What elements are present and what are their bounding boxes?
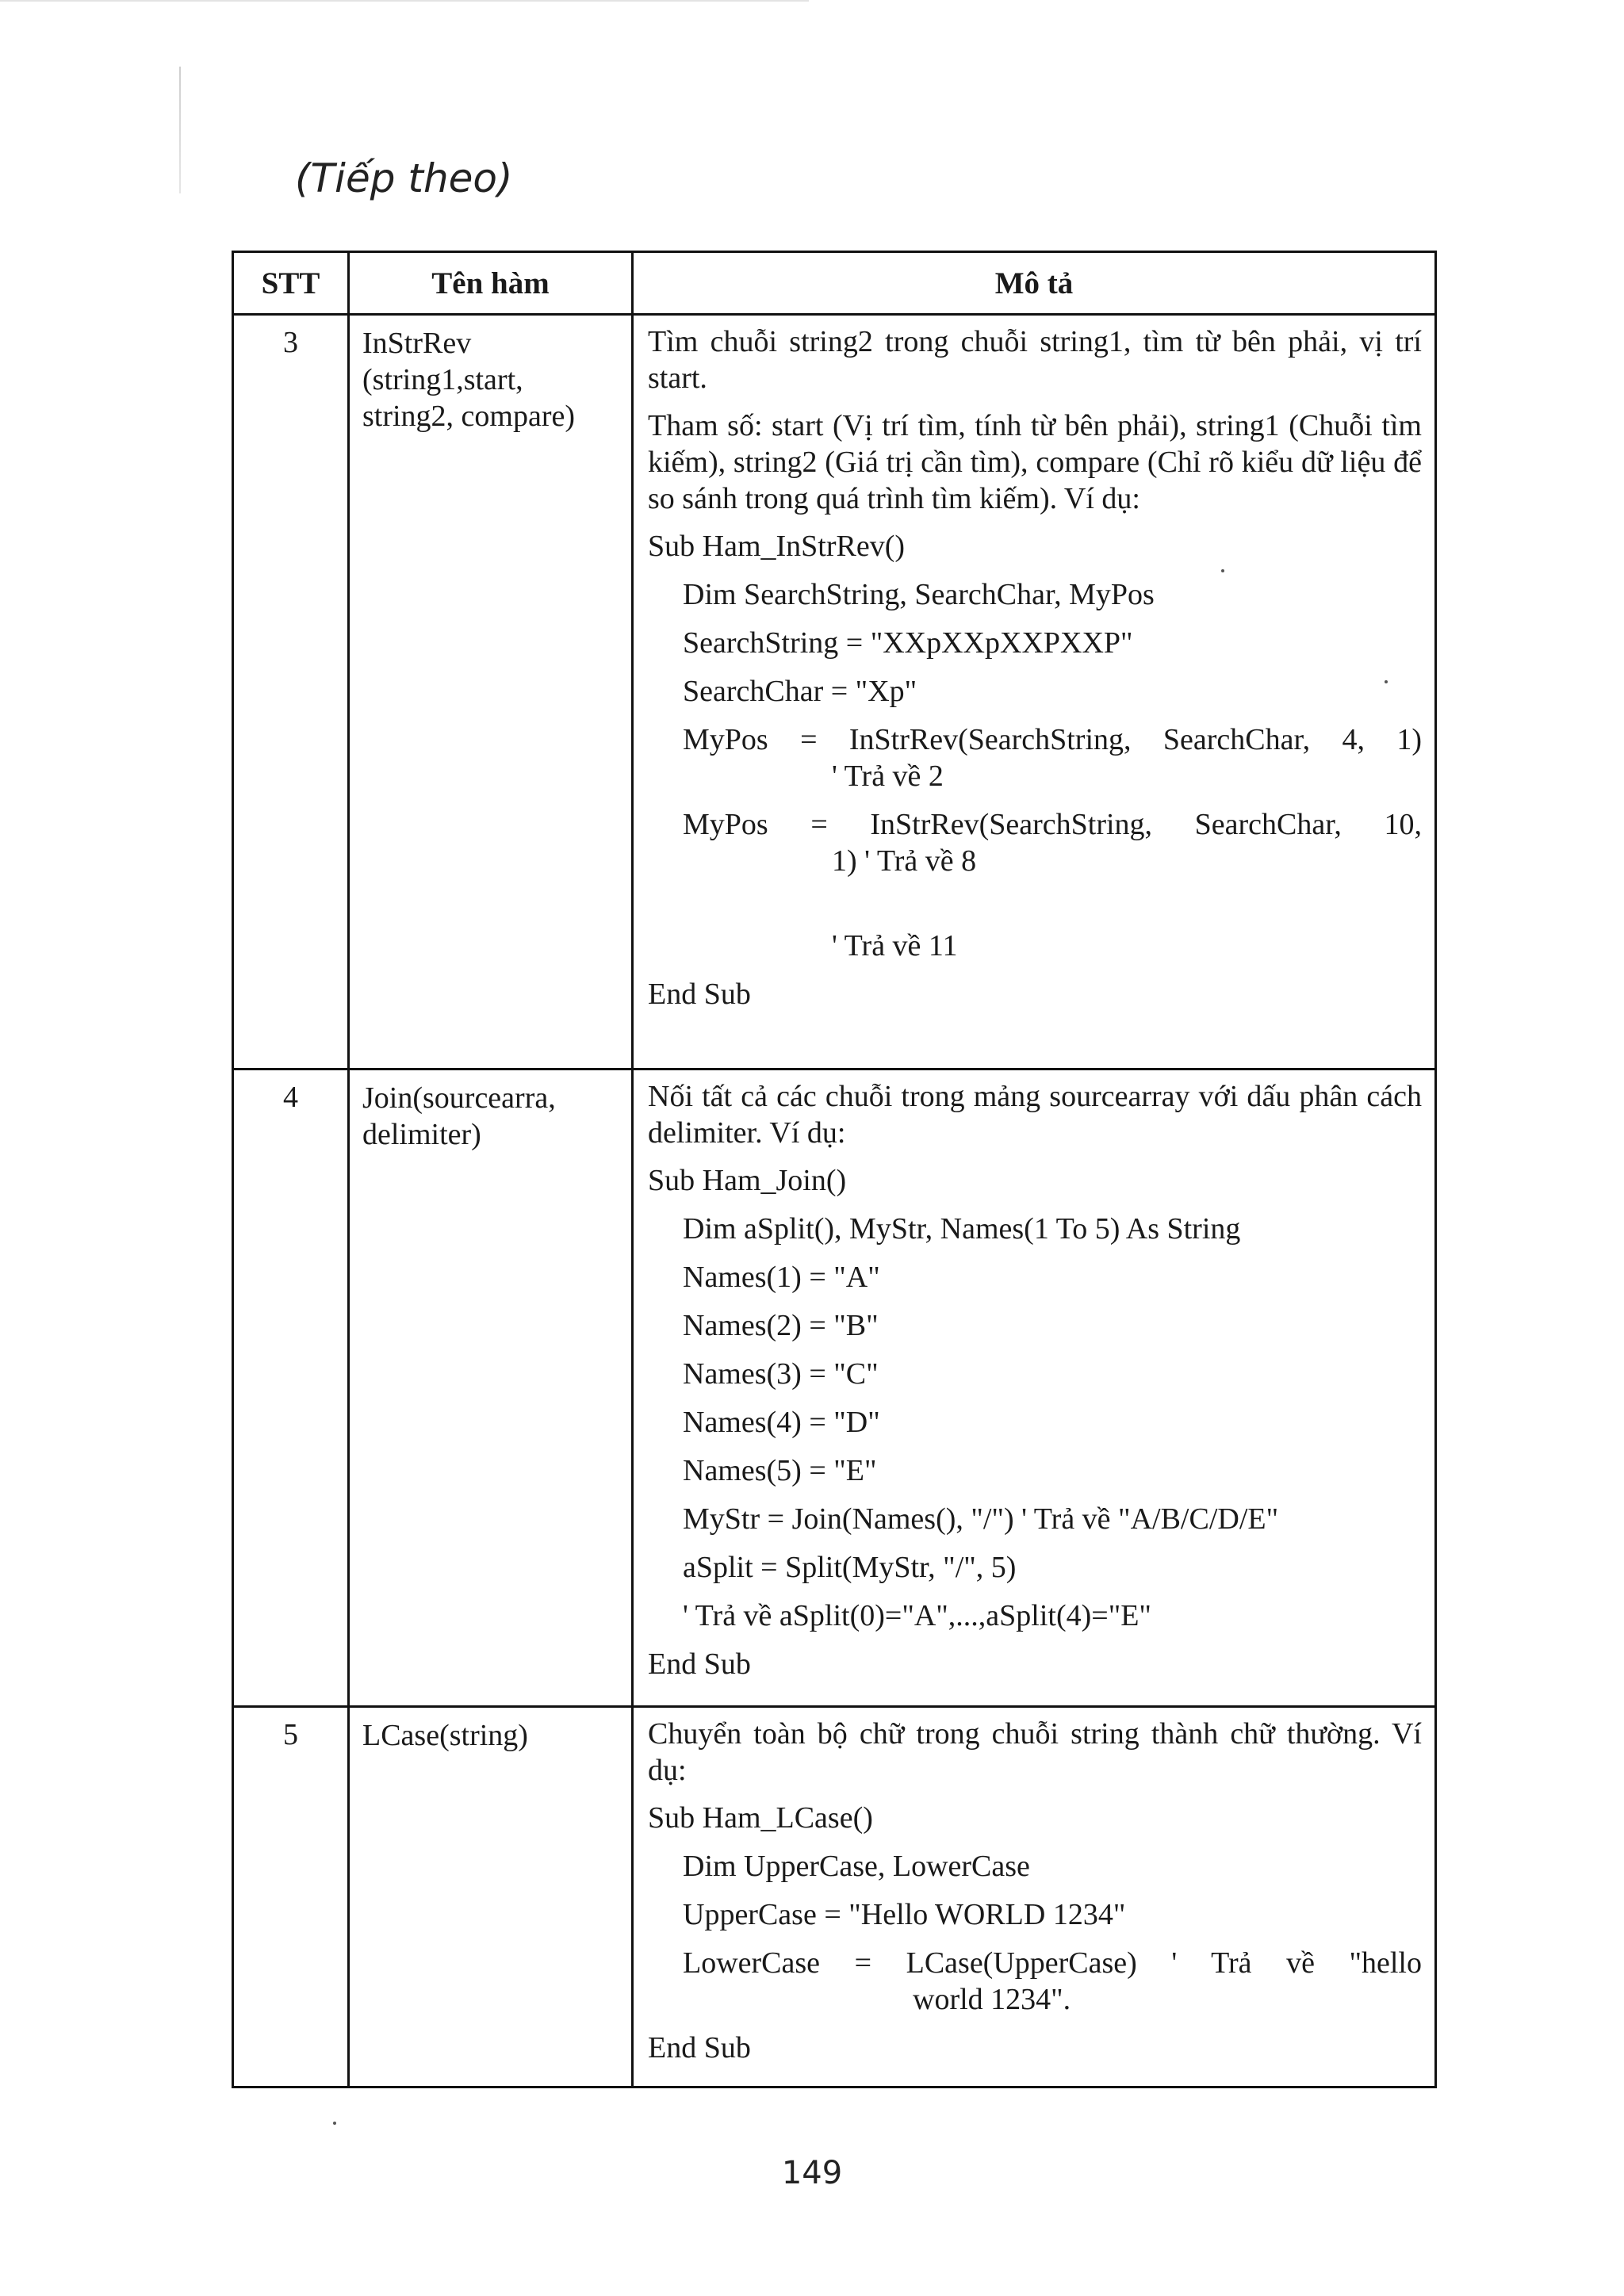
code-line: End Sub	[648, 978, 751, 1011]
header-stt: STT	[233, 252, 349, 315]
code-line: MyPos = InStrRev(SearchString, SearchChar, 10,	[683, 808, 1422, 841]
table-row	[233, 315, 1436, 1070]
header-desc: Mô tả	[633, 252, 1436, 315]
code-line: Sub Ham_LCase()	[648, 1801, 873, 1835]
code-line: Names(3) = "C"	[683, 1357, 879, 1391]
code-line: ' Trả về 11	[832, 929, 958, 962]
description-intro: Chuyển toàn bộ chữ trong chuỗi string thành chữ thường. Ví dụ:	[648, 1717, 1422, 1787]
code-line: End Sub	[648, 2031, 751, 2064]
code-line: world 1234".	[913, 1983, 1071, 2016]
code-example	[648, 1800, 1422, 2066]
code-line: ' Trả về 2	[832, 760, 944, 793]
code-line: 1) ' Trả về 8	[832, 844, 977, 878]
code-line: LowerCase = LCase(UpperCase) ' Trả về "hello	[683, 1946, 1422, 1980]
page-number: 149	[781, 2155, 843, 2191]
code-line: Sub Ham_InStrRev()	[648, 530, 906, 563]
table-row	[233, 1070, 1436, 1707]
code-line: Names(1) = "A"	[683, 1261, 880, 1294]
row-stt: 3	[233, 315, 349, 1070]
code-example	[648, 528, 1422, 1012]
code-line: Names(4) = "D"	[683, 1406, 880, 1439]
code-line: SearchString = "XXpXXpXXPXXP"	[683, 626, 1133, 660]
description-intro: Tìm chuỗi string2 trong chuỗi string1, tìm từ bên phải, vị trí start.	[648, 325, 1422, 395]
code-line: Names(2) = "B"	[683, 1309, 879, 1342]
continued-heading: (Tiếp theo)	[295, 155, 513, 201]
code-line: SearchChar = "Xp"	[683, 675, 917, 708]
function-table	[232, 251, 1437, 2088]
table-row	[233, 1707, 1436, 2087]
code-line: Sub Ham_Join()	[648, 1164, 847, 1197]
description-params: Tham số: start (Vị trí tìm, tính từ bên phải), string1 (Chuỗi tìm kiếm), string2 (Giá trị cần tìm), compare (Chỉ rõ kiểu dữ liệu để so sánh trong quá trình tìm kiếm). Ví dụ:	[648, 409, 1422, 515]
code-line: ' Trả về aSplit(0)="A",...,aSplit(4)="E"	[683, 1599, 1151, 1632]
code-line: MyStr = Join(Names(), "/") ' Trả về "A/B/C/D/E"	[683, 1502, 1279, 1536]
code-line: Dim SearchString, SearchChar, MyPos	[683, 578, 1155, 611]
description-intro: Nối tất cả các chuỗi trong mảng sourcearray với dấu phân cách delimiter. Ví dụ:	[648, 1080, 1422, 1150]
scan-speck	[1221, 569, 1224, 572]
code-example	[648, 1162, 1422, 1682]
row-function-name: LCase(string)	[349, 1707, 633, 2087]
margin-mark	[179, 67, 181, 193]
code-line: Dim UpperCase, LowerCase	[683, 1850, 1030, 1883]
scan-edge-line	[0, 0, 809, 2]
row-description	[633, 1070, 1436, 1707]
code-line: End Sub	[648, 1647, 751, 1681]
row-function-name: Join(sourcearra, delimiter)	[349, 1070, 633, 1707]
scan-speck	[333, 2122, 336, 2125]
code-line: Names(5) = "E"	[683, 1454, 877, 1487]
code-line: MyPos = InStrRev(SearchString, SearchChar, 4, 1)	[683, 723, 1422, 756]
code-line: aSplit = Split(MyStr, "/", 5)	[683, 1551, 1017, 1584]
row-description	[633, 315, 1436, 1070]
row-function-name: InStrRev (string1,start, string2, compare)	[349, 315, 633, 1070]
scan-speck	[1385, 680, 1388, 683]
code-line: UpperCase = "Hello WORLD 1234"	[683, 1898, 1126, 1931]
row-description	[633, 1707, 1436, 2087]
header-name: Tên hàm	[349, 252, 633, 315]
table-header-row	[233, 252, 1436, 315]
row-stt: 4	[233, 1070, 349, 1707]
row-stt: 5	[233, 1707, 349, 2087]
code-line: Dim aSplit(), MyStr, Names(1 To 5) As String	[683, 1212, 1241, 1246]
